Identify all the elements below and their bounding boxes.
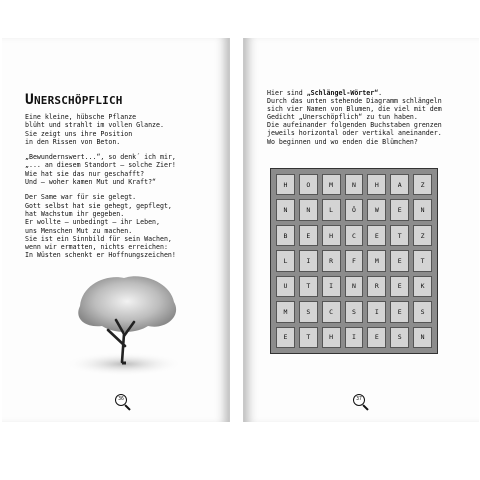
intro-line: Die aufeinander folgenden Buchstaben grenzen [267,121,442,130]
poem-line: Er wollte – unbedingt – ihr Leben, [25,218,160,227]
book-spread [0,38,480,422]
grid-cell[interactable]: E [390,250,409,271]
poem-stanza [25,193,225,259]
grid-cell[interactable]: H [276,174,295,195]
grid-cell[interactable]: U [276,276,295,297]
grid-cell[interactable]: I [322,276,341,297]
magnifier-icon: 36 [115,394,127,406]
grid-cell[interactable]: A [390,174,409,195]
intro-line: Wo beginnen und wo enden die Blümchen? [267,137,418,146]
grid-cell[interactable]: S [413,301,432,322]
intro-heading: Hier sind „Schlängel-Wörter“. [267,89,383,97]
poem-line: blüht und strahlt im vollen Glanze. [25,121,164,130]
grid-cell[interactable]: E [390,199,409,220]
grid-cell[interactable]: N [413,327,432,348]
intro-line: Durch das unten stehende Diagramm schlängeln [267,97,442,106]
puzzle-instructions [267,89,472,146]
page-number-right [353,394,365,406]
intro-line: jeweils horizontal oder vertikal aneinander. [267,129,442,138]
left-page [2,38,230,422]
grid-cell[interactable]: E [390,301,409,322]
grid-cell[interactable]: E [367,225,386,246]
grid-cell[interactable]: C [322,301,341,322]
poem-line: in den Rissen von Beton. [25,137,121,146]
grid-cell[interactable]: H [322,225,341,246]
grid-cell[interactable]: M [367,250,386,271]
tree-illustration [62,264,192,384]
poem-line: Gott selbst hat sie gehegt, gepflegt, [25,201,172,210]
grid-cell[interactable]: L [322,199,341,220]
poem-line: Und – woher kamen Mut und Kraft?“ [25,178,157,187]
grid-cell[interactable]: N [345,174,364,195]
intro-line: sich vier Namen von Blumen, die viel mit dem [267,105,442,114]
grid-cell[interactable]: L [276,250,295,271]
poem-stanza [25,153,225,186]
poem-text [25,113,225,267]
magnifier-icon: 37 [353,394,365,406]
grid-cell[interactable]: I [299,250,318,271]
grid-cell[interactable]: N [345,276,364,297]
grid-cell[interactable]: T [299,327,318,348]
poem-line: Der Same war für sie gelegt. [25,193,137,202]
grid-cell[interactable]: T [299,276,318,297]
poem-line: Sie zeigt uns ihre Position [25,129,133,138]
grid-cell[interactable]: H [367,174,386,195]
title-initial: U [25,92,34,108]
grid-cell[interactable]: S [390,327,409,348]
grid-cell[interactable]: R [322,250,341,271]
grid-cell[interactable]: S [299,301,318,322]
title-rest: NERSCHÖPFLICH [33,94,123,107]
grid-cell[interactable]: M [322,174,341,195]
grid-cell[interactable]: Ö [345,199,364,220]
grid-cell[interactable]: Z [413,174,432,195]
poem-line: „Bewundernswert...“, so denk´ ich mir, [25,153,176,162]
letter-grid [270,168,438,354]
poem-line: Eine kleine, hübsche Pflanze [25,113,137,121]
grid-cell[interactable]: I [367,301,386,322]
grid-cell[interactable]: O [299,174,318,195]
magnifier-handle [362,404,368,410]
grid-cell[interactable]: E [390,276,409,297]
poem-line: „... an diesem Standort – solche Zier! [25,161,176,170]
grid-cell[interactable]: T [390,225,409,246]
grid-cell[interactable]: S [345,301,364,322]
grid-cell[interactable]: N [276,199,295,220]
grid-cell[interactable]: K [413,276,432,297]
grid-cell[interactable]: B [276,225,295,246]
grid-cell[interactable]: N [299,199,318,220]
poem-line: In Wüsten schenkt er Hoffnungszeichen! [25,251,176,260]
poem-stanza [25,113,225,146]
puzzle-name: „Schlängel-Wörter“ [306,89,379,97]
poem-line: Wie hat sie das nur geschafft? [25,169,145,178]
grid-cell[interactable]: W [367,199,386,220]
poem-line: hat Wachstum ihr gegeben. [25,209,125,218]
magnifier-handle [124,404,130,410]
grid-cell[interactable]: N [413,199,432,220]
grid-cell[interactable]: I [345,327,364,348]
grid-cell[interactable]: E [276,327,295,348]
grid-cell[interactable]: E [299,225,318,246]
grid-cell[interactable]: M [276,301,295,322]
intro-line: Gedicht „Unerschöpflich“ zu tun haben. [267,113,418,122]
grid-cell[interactable]: E [367,327,386,348]
poem-line: wenn wir ermatten, nichts erreichen: [25,243,168,252]
page-number-left [115,394,127,406]
grid-cell[interactable]: F [345,250,364,271]
right-page [243,38,479,422]
grid-cell[interactable]: C [345,225,364,246]
poem-line: uns Menschen Mut zu machen. [25,226,133,235]
grid-cell[interactable]: Z [413,225,432,246]
grid-cell[interactable]: H [322,327,341,348]
grid-cell[interactable]: R [367,276,386,297]
poem-line: Sie ist ein Sinnbild für sein Wachen, [25,234,172,243]
poem-title [25,92,123,108]
grid-cell[interactable]: T [413,250,432,271]
